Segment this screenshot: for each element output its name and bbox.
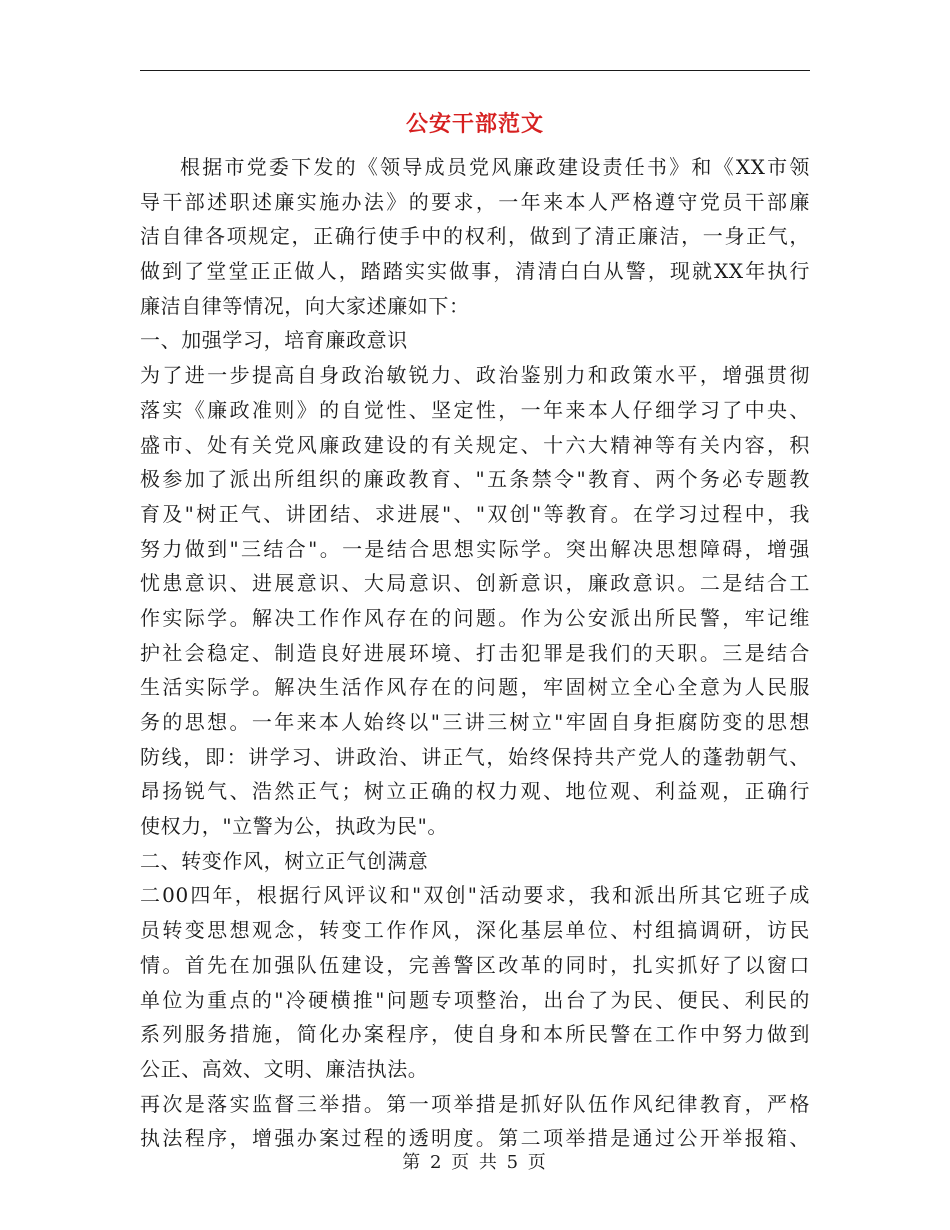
text-line: 使权力，"立警为公，执政为民"。 xyxy=(140,814,448,839)
text-line: 努力做到"三结合"。一是结合思想实际学。突出解决思想障碍，增强 xyxy=(140,536,810,561)
text-line: 盛市、处有关党风廉政建设的有关规定、十六大精神等有关内容，积 xyxy=(140,432,810,457)
text-line: 根据市党委下发的《领导成员党风廉政建设责任书》和《XX市领 xyxy=(180,155,810,179)
text-line: 导干部述职述廉实施办法》的要求，一年来本人严格遵守党员干部廉 xyxy=(140,189,810,214)
text-line: 二00四年，根据行风评议和"双创"活动要求，我和派出所其它班子成 xyxy=(140,883,810,908)
text-line: 系列服务措施，简化办案程序，使自身和本所民警在工作中努力做到 xyxy=(140,1022,810,1047)
document-body xyxy=(140,150,810,1156)
text-line: 做到了堂堂正正做人，踏踏实实做事，清清白白从警，现就XX年执行 xyxy=(140,259,810,284)
text-line: 落实《廉政准则》的自觉性、坚定性，一年来本人仔细学习了中央、 xyxy=(140,397,810,422)
text-line: 育及"树正气、讲团结、求进展"、"双创"等教育。在学习过程中，我 xyxy=(140,501,810,526)
text-line: 生活实际学。解决生活作风存在的问题，牢固树立全心全意为人民服 xyxy=(140,675,810,700)
page-number-footer: 第 2 页 共 5 页 xyxy=(402,1152,548,1173)
text-line: 防线，即：讲学习、讲政治、讲正气，始终保持共产党人的蓬勃朝气、 xyxy=(140,744,810,769)
text-line: 昂扬锐气、浩然正气；树立正确的权力观、地位观、利益观，正确行 xyxy=(140,779,810,804)
text-line: 单位为重点的"冷硬横推"问题专项整治，出台了为民、便民、利民的 xyxy=(140,987,810,1012)
text-line: 情。首先在加强队伍建设，完善警区改革的同时，扎实抓好了以窗口 xyxy=(140,952,810,977)
text-line: 极参加了派出所组织的廉政教育、"五条禁令"教育、两个务必专题教 xyxy=(140,467,810,492)
text-line: 务的思想。一年来本人始终以"三讲三树立"牢固自身拒腐防变的思想 xyxy=(140,710,810,734)
text-line: 洁自律各项规定，正确行使手中的权利，做到了清正廉洁，一身正气， xyxy=(140,224,810,249)
header-rule xyxy=(140,70,810,71)
text-line: 护社会稳定、制造良好进展环境、打击犯罪是我们的天职。三是结合 xyxy=(140,640,810,665)
text-line: 执法程序，增强办案过程的透明度。第二项举措是通过公开举报箱、 xyxy=(140,1126,810,1151)
document-title: 公安干部范文 xyxy=(405,112,544,137)
text-line: 再次是落实监督三举措。第一项举措是抓好队伍作风纪律教育，严格 xyxy=(140,1091,810,1116)
text-line: 廉洁自律等情况，向大家述廉如下： xyxy=(140,293,470,318)
text-line: 为了进一步提高自身政治敏锐力、政治鉴别力和政策水平，增强贯彻 xyxy=(140,363,810,388)
text-line: 公正、高效、文明、廉洁执法。 xyxy=(140,1056,429,1081)
text-line: 员转变思想观念，转变工作作风，深化基层单位、村组搞调研，访民 xyxy=(140,918,810,943)
section-heading: 一、加强学习，培育廉政意识 xyxy=(140,328,408,353)
section-heading: 二、转变作风，树立正气创满意 xyxy=(140,848,429,873)
text-line: 忧患意识、进展意识、大局意识、创新意识，廉政意识。二是结合工 xyxy=(140,571,810,596)
text-line: 作实际学。解决工作作风存在的问题。作为公安派出所民警，牢记维 xyxy=(140,605,810,630)
